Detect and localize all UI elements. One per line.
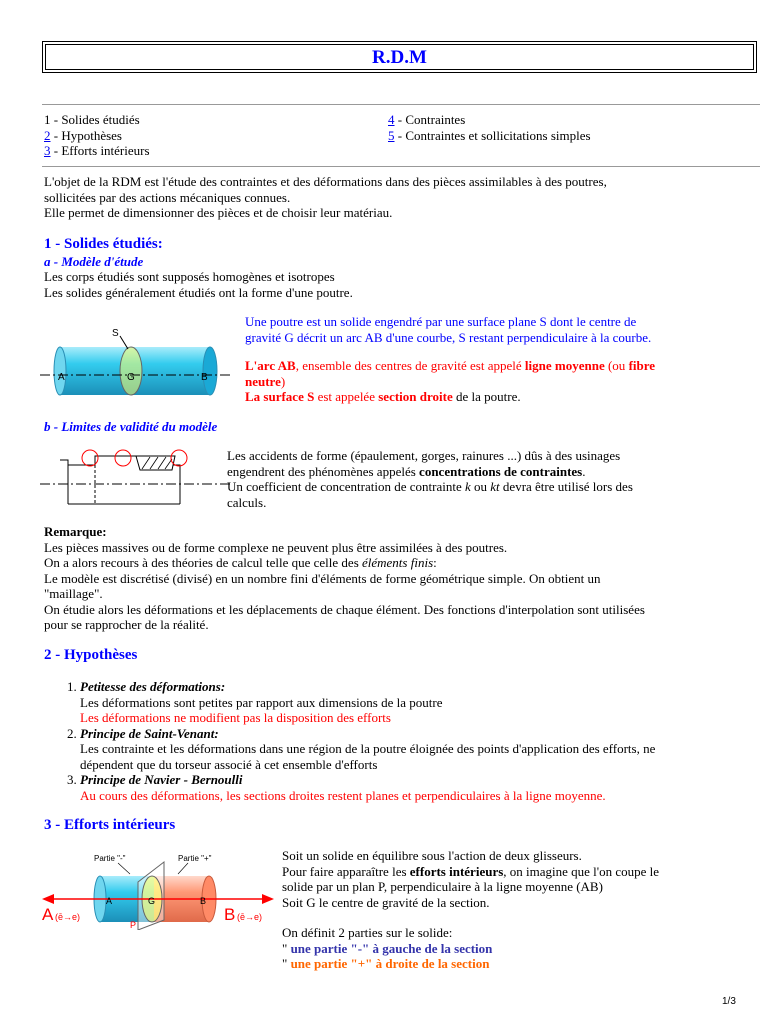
hypothesis-2: 2. Principe de Saint-Venant: Les contrainte et les déformations dans une région de la poutre éloignée des points d'application des efforts, ne dépendent que du torseur associé à cet ensemble d'efforts bbox=[80, 726, 764, 773]
toc-link-5[interactable]: 5 bbox=[388, 127, 395, 143]
toc-link-4[interactable]: 4 bbox=[388, 112, 395, 127]
subsection-a-title: a - Modèle d'étude bbox=[44, 254, 144, 269]
force-a-arrow bbox=[42, 894, 54, 904]
toc-link-3[interactable]: 3 bbox=[44, 143, 51, 158]
label-b: B bbox=[201, 372, 208, 383]
fig3-label-a: A bbox=[106, 896, 113, 906]
toc-right bbox=[388, 112, 591, 143]
toc-left bbox=[44, 112, 150, 159]
fig3-label-p: P bbox=[130, 920, 137, 930]
intro-text: L'objet de la RDM est l'étude des contraintes et des déformations dans des pièces assimilables à des poutres, sollicitées par des actions mécaniques connues. Elle permet de dimensionner des pièces et de choisir leur matériau. bbox=[44, 174, 607, 220]
section-s bbox=[120, 347, 142, 395]
validity-text: Les accidents de forme (épaulement, gorges, rainures ...) dûs à des usinages engendrent des phénomènes appelés concentrations de contraintes. Un coefficient de concentration de contrainte k ou kt devra être utilisé lors des calculs. bbox=[227, 448, 633, 510]
fig3-label-b: B bbox=[200, 896, 207, 906]
remark-block: Remarque: Les pièces massives ou de forme complexe ne peuvent plus être assimilées à des poutres. On a alors recours à des théories de calcul telle que celle des éléments finis: Le modèle est discrétisé (divisé) en un nombre fini d'éléments de forme géométrique simple. On obtient un "maillage". On étudie alors les déformations et les déplacements de chaque élément. Des fonctions d'interpolation sont utilisées pour se rapprocher de la réalité. bbox=[44, 524, 645, 632]
label-s: S bbox=[112, 328, 119, 339]
divider bbox=[42, 104, 760, 105]
toc-item-5[interactable]: 5 - Contraintes et sollicitations simples bbox=[388, 127, 591, 143]
force-b-sub: (ē→e) bbox=[237, 912, 263, 922]
force-b-arrow bbox=[262, 894, 274, 904]
stress-zone-2 bbox=[115, 450, 131, 466]
internal-forces-figure bbox=[38, 848, 278, 930]
shaft-figure bbox=[40, 440, 230, 518]
beam-left-end bbox=[54, 347, 66, 395]
subsection-b-title: b - Limites de validité du modèle bbox=[44, 419, 218, 434]
hypotheses-list bbox=[44, 679, 764, 803]
label-part-minus: Partie "-" bbox=[94, 854, 126, 863]
stress-zone-1 bbox=[82, 450, 98, 466]
toc-link-2[interactable]: 2 bbox=[44, 127, 51, 143]
beam-definition: Une poutre est un solide engendré par une surface plane S dont le centre de gravité G décrit un arc AB d'une courbe, S restant perpendiculaire à la courbe. L'arc AB, ensemble des centres de gravité est appelé ligne moyenne (ou fibre neutre) La surface S est appelée section droite de la poutre. bbox=[245, 314, 656, 404]
section-1a-text: Les corps étudiés sont supposés homogènes et isotropes Les solides généralement étudiés ont la forme d'une poutre. bbox=[44, 269, 353, 300]
toc-item-3[interactable]: 3 - Efforts intérieurs bbox=[44, 143, 150, 158]
section-2-heading: 2 - Hypothèses bbox=[44, 647, 138, 663]
page-title: R.D.M bbox=[372, 47, 427, 68]
label-g: G bbox=[127, 372, 135, 383]
section-3-heading: 3 - Efforts intérieurs bbox=[44, 817, 176, 833]
divider bbox=[42, 166, 760, 167]
section-1-heading: 1 - Solides étudiés: bbox=[44, 236, 163, 252]
page-title-box bbox=[42, 41, 757, 73]
beam-figure bbox=[40, 322, 230, 402]
remark-title: Remarque: bbox=[44, 524, 107, 539]
page-number: 1/3 bbox=[722, 996, 736, 1007]
fig3-label-g: G bbox=[148, 896, 156, 906]
force-a-sub: (ē→e) bbox=[55, 912, 81, 922]
hypothesis-1: 1. Petitesse des déformations: Les déformations sont petites par rapport aux dimensions de la poutre Les déformations ne modifient pas la disposition des efforts bbox=[80, 679, 764, 726]
force-b-label: B bbox=[224, 905, 236, 924]
label-a: A bbox=[58, 372, 65, 383]
toc-item-4[interactable]: 4 - Contraintes bbox=[388, 112, 466, 127]
internal-forces-text: Soit un solide en équilibre sous l'action de deux glisseurs. Pour faire apparaître les efforts intérieurs, on imagine que l'on coupe le solide par un plan P, perpendiculaire à la ligne moyenne (AB) Soit G le centre de gravité de la section. On définit 2 parties sur le solide: " une partie "-" à gauche de la section " une partie "+" à droite de la section bbox=[282, 848, 660, 971]
beam-right-end bbox=[203, 347, 217, 395]
label-part-plus: Partie "+" bbox=[178, 854, 212, 863]
toc-item-1: 1 - Solides étudiés bbox=[44, 112, 140, 127]
hypothesis-3: 3. Principe de Navier - Bernoulli Au cours des déformations, les sections droites restent planes et perpendiculaires à la ligne moyenne. bbox=[80, 772, 764, 803]
force-a-label: A bbox=[42, 905, 54, 924]
toc-item-2[interactable]: 2 - Hypothèses bbox=[44, 127, 122, 143]
